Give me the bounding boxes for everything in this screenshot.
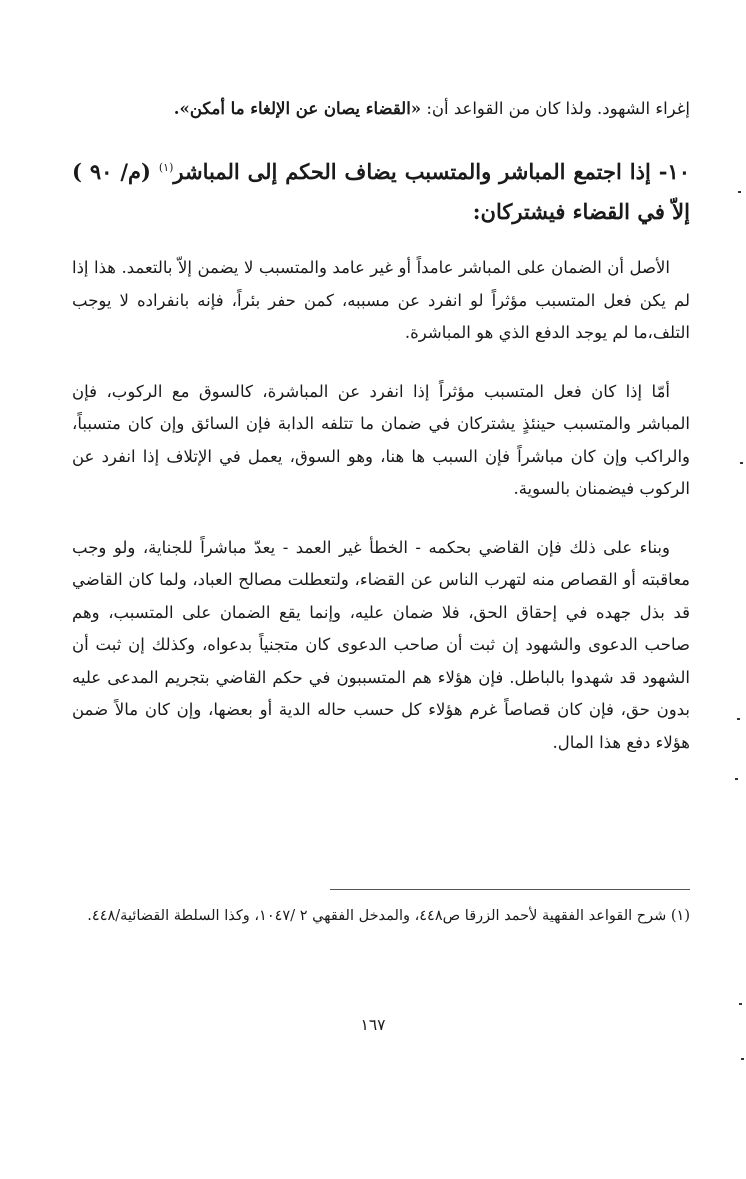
- rule-heading-text: ١٠- إذا اجتمع المباشر والمتسبب يضاف الحكم إلى المباشر: [173, 159, 690, 184]
- intro-text: إغراء الشهود. ولذا كان من القواعد أن:: [421, 99, 690, 118]
- footnote-separator: [330, 889, 690, 890]
- paragraph-3: وبناء على ذلك فإن القاضي بحكمه - الخطأ غير العمد - يعدّ مباشراً للجناية، ولو وجب معاقبته أو القصاص منه لتهرب الناس عن القضاء، ولتعطلت مصالح العباد، ولما كان القاضي قد بذل جهده في إحقاق الحق، فلا ضمان عليه، وإنما يقع الضمان على المتسبب، وهم صاحب الدعوى والشهود إن ثبت أن صاحب الدعوى كان متجنياً بدعواه، وكذلك إن ثبت أن الشهود قد شهدوا بالباطل. فإن هؤلاء هم المتسببون في حكم القاضي بتجريم المدعى عليه بدون حق، فإن كان قصاصاً غرم هؤلاء كل حسب حاله الدية أو بعضها، وإن كان مالاً ضمن هؤلاء دفع هذا المال.: [72, 537, 690, 752]
- margin-speck: [739, 1003, 742, 1005]
- footnote: (١) شرح القواعد الفقهية لأحمد الزرقا ص٤٤٨، والمدخل الفقهي ٢ /١٠٤٧، وكذا السلطة القضائية/٤٤٨.: [87, 908, 690, 924]
- footnote-marker: (١): [158, 161, 174, 174]
- intro-line: [72, 92, 690, 126]
- margin-speck: [741, 1058, 744, 1060]
- paragraph-1: الأصل أن الضمان على المباشر عامداً أو غير عامد والمتسبب لا يضمن إلاّ بالتعمد. هذا إذا لم يكن فعل المتسبب مؤثراً لو انفرد عن مسببه، كمن حفر بئراً، فإنه بانفراده لا يوجب التلف،ما لم يوجد الدفع الذي هو المباشرة.: [72, 258, 690, 342]
- margin-speck: [738, 191, 741, 193]
- intro-quote: «القضاء يصان عن الإلغاء ما أمكن».: [173, 99, 422, 118]
- page-body: [72, 92, 690, 785]
- page-number: ١٦٧: [360, 1016, 386, 1034]
- rule-heading: [72, 148, 690, 232]
- rule-reference: (م/ ٩٠ ) إلاّ في القضاء فيشتركان:: [72, 159, 690, 224]
- margin-speck: [737, 718, 740, 720]
- paragraph-2: أمّا إذا كان فعل المتسبب مؤثراً إذا انفرد عن المباشرة، كالسوق مع الركوب، فإن المباشر والمتسبب حينئذٍ يشتركان في ضمان ما تتلفه الدابة فإن السائق وإن كان متسبباً، والراكب وإن كان مباشراً فإن السبب ها هنا، وهو السوق، يعمل في الإتلاف إذا انفرد عن الركوب فيضمنان بالسوية.: [72, 381, 690, 498]
- margin-speck: [740, 462, 743, 464]
- margin-speck: [735, 778, 738, 780]
